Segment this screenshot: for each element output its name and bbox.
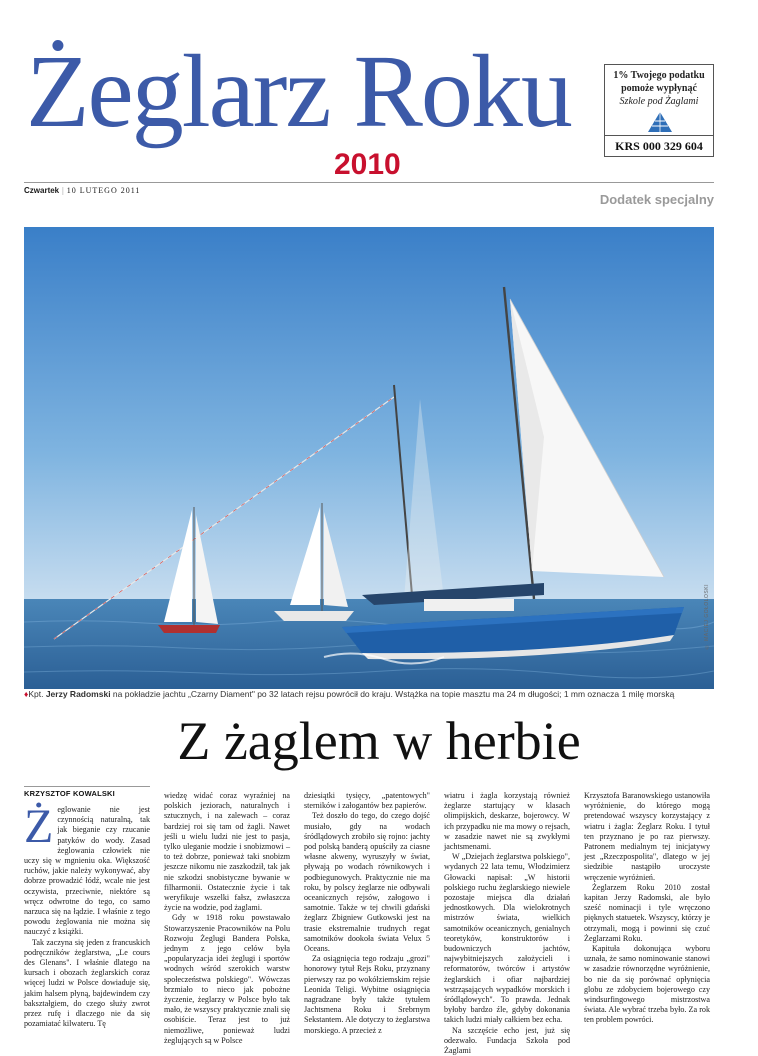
article-paragraph: wiedzę widać coraz wyraźniej na polskich jeziorach, naturalnych i sztucznych, i na zalewach – coraz bardziej roi się tam od żagli. Nawet jeśli u wielu ludzi nie jest to pasja, tylko uleganie modzie i snobizmowi – to też dobrze, ponieważ taki snobizm jeszcze nikomu nie zaszkodził, tak jak nie szkodzi snobistyczne bywanie w filharmonii. Ostatecznie życie i tak weryfikuje wszelki fałsz, zwłaszcza życie na wodzie, pod żaglami. [164, 791, 290, 913]
yacht-photo [24, 227, 714, 689]
tax-donation-ad[interactable] [604, 64, 714, 157]
article-paragraph [24, 800, 150, 938]
masthead-title: Żeglarz Roku [26, 34, 571, 149]
article-column-3 [304, 791, 430, 1035]
caption-marker: ♦ [24, 689, 29, 699]
article-paragraph: Żeglarzem Roku 2010 został kapitan Jerzy Radomski, ale było sześć nominacji i tyle wręczono pięknych statuetek. Wszyscy, którzy je otrzymali, mogą i powinni się czuć Żeglarzami Roku. [584, 882, 710, 943]
photo-caption [24, 689, 714, 700]
ad-krs-number: KRS 000 329 604 [605, 135, 713, 156]
byline: KRZYSZTOF KOWALSKI [24, 789, 115, 798]
article-paragraph: Na szczęście echo jest, już się odezwało. Fundacja Szkoła pod Żaglami [444, 1025, 570, 1056]
supplement-label: Dodatek specjalny [599, 192, 714, 207]
article-text: eglowanie nie jest czynnością naturalną, tak jak bieganie czy rzucanie patyków do wody. Zasad żeglowania człowiek nie uczy się w mgnieniu oka. Większość ruchów, jakie należy wykonywać, aby dobrze prowadzić łódź, wcale nie jest oczywista, przeciwnie, niektóre są wręcz odwrotne do tego, co samo narzuca się na łądzie. I właśnie z tego powodu żeglowania nie można się nauczyć z książki. [24, 805, 150, 937]
drop-cap: Ż [24, 800, 54, 853]
byline-divider [24, 786, 150, 787]
yacht-photo-illustration [24, 227, 714, 689]
article-column-4 [444, 791, 570, 1056]
masthead-year: 2010 [334, 148, 401, 181]
dateline-day: Czwartek [24, 186, 60, 195]
article-paragraph: dziesiątki tysięcy, „patentowych" sterników i załogantów bez papierów. [304, 791, 430, 811]
caption-text: na pokładzie jachtu „Czarny Diament" po 32 latach rejsu powrócił do kraju. Wstążka na topie masztu ma 24 m długości; 1 mm oznacza 1 milę morską [110, 689, 675, 699]
article-paragraph: Gdy w 1918 roku powstawało Stowarzyszenie Pracowników na Polu Rozwoju Żeglugi Bandera Polska, jednym z jego celów była „popularyzacja idei żeglugi i sportów wodnych wśród szerokich warstw społeczeństwa polskiego". Wówczas brzmiało to nieco jak pobożne życzenie, żeglarzy w Polsce było tak mało, że wszyscy praktycznie znali się osobiście. Teraz jest to już niemożliwe, ponieważ ludzi żeglujących są w Polsce [164, 913, 290, 1045]
article-column-2 [164, 791, 290, 1045]
article-paragraph: Krzysztofa Baranowskiego ustanowiła wyróżnienie, do którego mogą pretendować wszyscy korzystający z wiatru i żagla: Żeglarz Roku. I tytuł ten przyznano je po raz pierwszy. Patronem medialnym tej inicjatywy jest „Rzeczpospolita", dlatego w jej siedzibie nastąpiło uroczyste wręczenie wyróżnień. [584, 791, 710, 882]
ad-line-2: pomoże wypłynąć [621, 83, 697, 94]
ad-line-1: 1% Twojego podatku [613, 70, 705, 81]
article-headline: Z żaglem w herbie [177, 711, 581, 771]
article-paragraph: W „Dziejach żeglarstwa polskiego", wydanych 22 lata temu, Włodzimierz Głowacki napisał: „W historii polskiego ruchu żeglarskiego niewiele pozostaje miejsca dla działań jednostkowych. Dla wielokrotnych mistrzów świata, wielkich samotników oceanicznych, genialnych teoretyków, konstruktorów i budowniczych jachtów, najwybitniejszych założycieli i reformatorów, twórców i artystów żeglarskich i ofiar najbardziej wstrząsających wypadków morskich i śródlądowych". To prawda. Jednak byłoby bardzo źle, gdyby dokonania takich ludzi miały całkiem bez echa. [444, 852, 570, 1025]
caption-prefix: Kpt. [28, 689, 46, 699]
dateline-separator: | [62, 186, 64, 195]
dateline-date: 10 LUTEGO 2011 [66, 186, 141, 195]
dateline [24, 186, 140, 195]
article-paragraph: Kapituła dokonująca wyboru uznała, że samo nominowanie stanowi w zasadzie równorzędne wyróżnienie, bo nie da się porównać opłynięcia globu ze zdobyciem bojerowego czy windsurfingowego mistrzostwa świata. Ale wybrać trzeba było. Za rok ten problem powróci. [584, 944, 710, 1025]
article-paragraph: wiatru i żagla korzystają również żeglarze startujący w klasach olimpijskich, deskarze, bojerowcy. W ich przypadku nie ma mowy o rejsach, w zasadzie nawet nie są zwykłymi jachtsmenami. [444, 791, 570, 852]
sail-logo-icon [642, 110, 676, 136]
article-column-1 [24, 800, 150, 1029]
masthead-divider [24, 182, 714, 183]
ad-line-3: Szkole pod Żaglami [619, 96, 699, 107]
photo-credit: © MACIEJ GOŁOLOSKI [704, 583, 710, 649]
article-paragraph: Za osiągnięcia tego rodzaju „grozi" honorowy tytuł Rejs Roku, przyznany pierwszy raz po wokółziemskim rejsie Leonida Teligi. Wybitne osiągnięcia nagradzane były także tytułem Jachtsmena Roku i Srebrnym Sekstantem. Ale dotyczy to żeglarstwa morskiego. A przecież z [304, 954, 430, 1035]
caption-name: Jerzy Radomski [45, 689, 111, 699]
article-paragraph: Też doszło do tego, do czego dojść musiało, gdy na wodach śródlądowych zrobiło się rojno: jachty pod polską banderą opuściły za ciasne własne akweny, wyruszyły w świat, pływają po wodach równikowych i podbiegunowych. Praktycznie nie ma roku, by polscy żeglarze nie odbywali oceanicznych rejsów, załogowo i samotnie. Także w tej chwili gdański żeglarz Zbigniew Gutkowski jest na trasie ekstremalnie trudnych regat samotników dookoła świata Velux 5 Oceans. [304, 811, 430, 954]
article-column-5 [584, 791, 710, 1025]
article-paragraph: Tak zaczyna się jeden z francuskich podręczników żeglarstwa, „Le cours des Glenans". I właśnie dlatego na kursach i obozach żeglarskich coraz więcej ludzi w Polsce dowiaduje się, jakim halsem płyną, bajdewindem czy bakształgiem, do czego służy zwrot przez rufę i dlaczego nie da się pozamiatać kilwateru. Tę [24, 937, 150, 1029]
